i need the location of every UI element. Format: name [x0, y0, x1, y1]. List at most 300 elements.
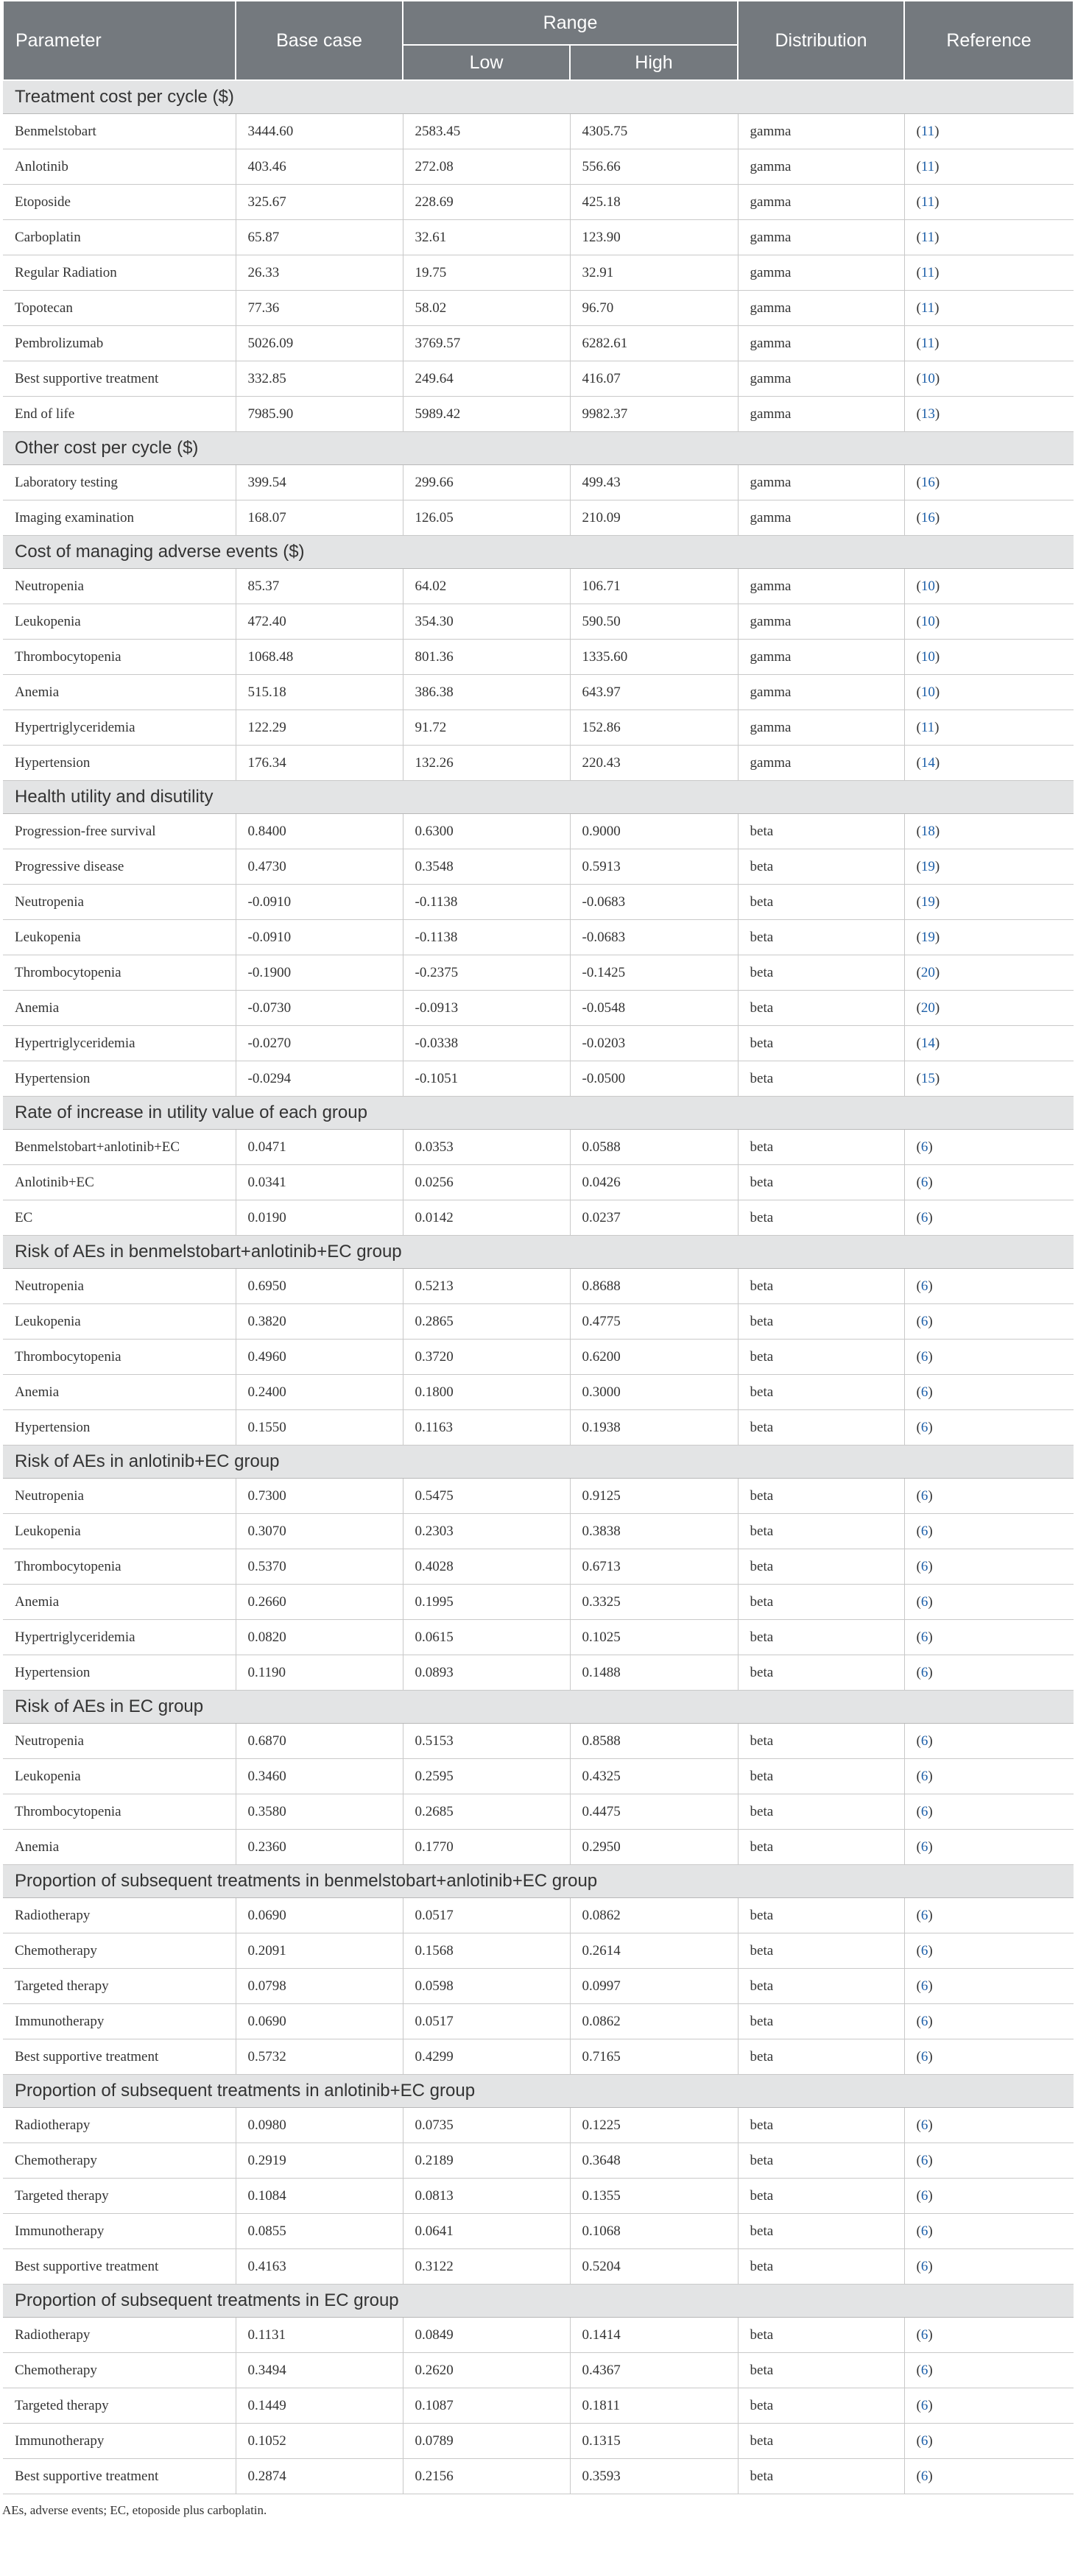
reference-cell: (6)	[904, 1479, 1074, 1514]
low-cell: 0.5475	[403, 1479, 570, 1514]
high-cell: 0.7165	[570, 2039, 738, 2075]
reference-cell: (11)	[904, 114, 1074, 149]
parameter-cell: Topotecan	[3, 291, 236, 326]
parameter-cell: End of life	[3, 397, 236, 432]
table-row	[3, 2039, 1074, 2075]
reference-link[interactable]: 10	[920, 613, 935, 629]
low-cell: 0.0353	[403, 1130, 570, 1165]
high-cell: 0.1068	[570, 2214, 738, 2249]
table-row	[3, 255, 1074, 291]
table-row	[3, 1620, 1074, 1655]
base-case-cell: -0.0910	[236, 885, 403, 920]
section-title: Proportion of subsequent treatments in benmelstobart+anlotinib+EC group	[3, 1865, 1074, 1898]
reference-cell: (6)	[904, 1794, 1074, 1830]
reference-cell: (6)	[904, 2004, 1074, 2039]
distribution-cell: gamma	[738, 604, 904, 640]
table-row	[3, 1479, 1074, 1514]
reference-link[interactable]: 6	[920, 1907, 928, 1923]
parameter-cell: Radiotherapy	[3, 1898, 236, 1933]
parameter-cell: Neutropenia	[3, 569, 236, 604]
base-case-cell: -0.0294	[236, 1061, 403, 1097]
distribution-cell: beta	[738, 1830, 904, 1865]
distribution-cell: beta	[738, 2353, 904, 2388]
parameter-cell: Chemotherapy	[3, 1933, 236, 1969]
high-cell: 0.3593	[570, 2459, 738, 2494]
reference-link[interactable]: 6	[920, 1664, 928, 1680]
reference-cell: (6)	[904, 1269, 1074, 1304]
reference-link[interactable]: 11	[920, 229, 935, 245]
reference-cell: (6)	[904, 1304, 1074, 1340]
distribution-cell: gamma	[738, 185, 904, 220]
high-cell: 32.91	[570, 255, 738, 291]
section-header-row	[3, 1236, 1074, 1269]
high-cell: 0.5204	[570, 2249, 738, 2285]
reference-link[interactable]: 6	[920, 2326, 928, 2343]
table-row	[3, 1549, 1074, 1585]
reference-link[interactable]: 6	[920, 2152, 928, 2168]
distribution-cell: gamma	[738, 149, 904, 185]
low-cell: 0.5213	[403, 1269, 570, 1304]
distribution-cell: beta	[738, 1759, 904, 1794]
section-title: Proportion of subsequent treatments in anlotinib+EC group	[3, 2075, 1074, 2108]
distribution-cell: beta	[738, 1375, 904, 1410]
parameter-cell: Best supportive treatment	[3, 2249, 236, 2285]
high-cell: -0.0683	[570, 885, 738, 920]
distribution-cell: beta	[738, 2179, 904, 2214]
high-cell: 0.8688	[570, 1269, 738, 1304]
parameter-cell: Neutropenia	[3, 1269, 236, 1304]
parameter-cell: EC	[3, 1200, 236, 1236]
base-case-cell: 0.0471	[236, 1130, 403, 1165]
reference-link[interactable]: 14	[920, 754, 935, 771]
low-cell: 0.3720	[403, 1340, 570, 1375]
parameter-cell: Etoposide	[3, 185, 236, 220]
high-cell: 0.2950	[570, 1830, 738, 1865]
reference-cell: (11)	[904, 185, 1074, 220]
high-cell: 0.1225	[570, 2108, 738, 2143]
parameter-cell: Thrombocytopenia	[3, 640, 236, 675]
reference-cell: (11)	[904, 326, 1074, 361]
parameter-cell: Regular Radiation	[3, 255, 236, 291]
high-cell: -0.0500	[570, 1061, 738, 1097]
table-row	[3, 1200, 1074, 1236]
low-cell: 3769.57	[403, 326, 570, 361]
reference-cell: (6)	[904, 2318, 1074, 2353]
reference-cell: (6)	[904, 1410, 1074, 1446]
parameter-cell: Progression-free survival	[3, 814, 236, 849]
low-cell: 0.0598	[403, 1969, 570, 2004]
reference-cell: (6)	[904, 2353, 1074, 2388]
table-row	[3, 920, 1074, 955]
distribution-cell: beta	[738, 1200, 904, 1236]
high-cell: 0.9125	[570, 1479, 738, 1514]
low-cell: 0.0849	[403, 2318, 570, 2353]
parameter-cell: Hypertension	[3, 1655, 236, 1691]
reference-cell: (10)	[904, 361, 1074, 397]
reference-cell: (20)	[904, 955, 1074, 991]
reference-link[interactable]: 14	[920, 1035, 935, 1051]
reference-cell: (6)	[904, 1830, 1074, 1865]
low-cell: 801.36	[403, 640, 570, 675]
reference-link[interactable]: 11	[920, 123, 935, 139]
parameter-cell: Chemotherapy	[3, 2353, 236, 2388]
reference-cell: (6)	[904, 1655, 1074, 1691]
reference-link[interactable]: 16	[920, 509, 935, 526]
reference-link[interactable]: 11	[920, 194, 935, 210]
reference-cell: (6)	[904, 2108, 1074, 2143]
low-cell: 386.38	[403, 675, 570, 710]
high-cell: -0.0683	[570, 920, 738, 955]
reference-link[interactable]: 18	[920, 823, 935, 839]
high-cell: 0.4475	[570, 1794, 738, 1830]
parameter-cell: Hypertension	[3, 746, 236, 781]
reference-cell: (6)	[904, 1724, 1074, 1759]
low-cell: 0.0142	[403, 1200, 570, 1236]
low-cell: -0.2375	[403, 955, 570, 991]
reference-link[interactable]: 20	[920, 964, 935, 980]
distribution-cell: beta	[738, 2459, 904, 2494]
reference-link[interactable]: 15	[920, 1070, 935, 1086]
reference-link[interactable]: 6	[920, 1768, 928, 1784]
reference-cell: (19)	[904, 885, 1074, 920]
reference-cell: (10)	[904, 569, 1074, 604]
high-cell: 4305.75	[570, 114, 738, 149]
reference-link[interactable]: 6	[920, 1593, 928, 1610]
high-cell: 0.3648	[570, 2143, 738, 2179]
low-cell: 0.0517	[403, 1898, 570, 1933]
reference-cell: (6)	[904, 1514, 1074, 1549]
high-cell: 152.86	[570, 710, 738, 746]
high-cell: 0.4367	[570, 2353, 738, 2388]
reference-link[interactable]: 6	[920, 1803, 928, 1819]
base-case-cell: 5026.09	[236, 326, 403, 361]
low-cell: 0.0789	[403, 2424, 570, 2459]
base-case-cell: 0.1084	[236, 2179, 403, 2214]
parameter-cell: Radiotherapy	[3, 2318, 236, 2353]
reference-cell: (11)	[904, 291, 1074, 326]
low-cell: 0.1087	[403, 2388, 570, 2424]
table-body	[3, 80, 1074, 2494]
reference-link[interactable]: 6	[920, 1733, 928, 1749]
parameter-cell: Chemotherapy	[3, 2143, 236, 2179]
table-row	[3, 1130, 1074, 1165]
table-row	[3, 397, 1074, 432]
reference-link[interactable]: 19	[920, 858, 935, 874]
high-cell: 0.9000	[570, 814, 738, 849]
reference-link[interactable]: 6	[920, 1629, 928, 1645]
reference-link[interactable]: 6	[920, 1523, 928, 1539]
high-cell: 499.43	[570, 465, 738, 500]
low-cell: 272.08	[403, 149, 570, 185]
high-cell: 425.18	[570, 185, 738, 220]
section-header-row	[3, 2075, 1074, 2108]
reference-link[interactable]: 6	[920, 1839, 928, 1855]
header-low: Low	[403, 45, 570, 80]
reference-link[interactable]: 11	[920, 335, 935, 351]
low-cell: 132.26	[403, 746, 570, 781]
table-row	[3, 849, 1074, 885]
high-cell: 210.09	[570, 500, 738, 536]
reference-link[interactable]: 6	[920, 1419, 928, 1435]
reference-cell: (6)	[904, 1200, 1074, 1236]
low-cell: 19.75	[403, 255, 570, 291]
distribution-cell: beta	[738, 991, 904, 1026]
reference-link[interactable]: 6	[920, 2187, 928, 2204]
reference-link[interactable]: 20	[920, 999, 935, 1016]
reference-link[interactable]: 6	[920, 1487, 928, 1504]
header-high: High	[570, 45, 738, 80]
distribution-cell: beta	[738, 2039, 904, 2075]
base-case-cell: 0.3580	[236, 1794, 403, 1830]
reference-link[interactable]: 6	[920, 2397, 928, 2413]
high-cell: 0.4775	[570, 1304, 738, 1340]
high-cell: 0.0862	[570, 1898, 738, 1933]
low-cell: -0.1138	[403, 885, 570, 920]
section-title: Cost of managing adverse events ($)	[3, 536, 1074, 569]
reference-link[interactable]: 6	[920, 1978, 928, 1994]
distribution-cell: gamma	[738, 710, 904, 746]
base-case-cell: 0.2360	[236, 1830, 403, 1865]
parameter-cell: Anemia	[3, 675, 236, 710]
parameter-cell: Leukopenia	[3, 604, 236, 640]
distribution-cell: beta	[738, 1269, 904, 1304]
parameter-cell: Pembrolizumab	[3, 326, 236, 361]
parameter-cell: Targeted therapy	[3, 2179, 236, 2214]
section-title: Rate of increase in utility value of each group	[3, 1097, 1074, 1130]
distribution-cell: beta	[738, 1304, 904, 1340]
low-cell: 0.0256	[403, 1165, 570, 1200]
high-cell: -0.0203	[570, 1026, 738, 1061]
distribution-cell: beta	[738, 2004, 904, 2039]
reference-link[interactable]: 10	[920, 684, 935, 700]
parameter-cell: Hypertriglyceridemia	[3, 1620, 236, 1655]
section-header-row	[3, 432, 1074, 465]
table-row	[3, 1759, 1074, 1794]
low-cell: -0.0913	[403, 991, 570, 1026]
distribution-cell: beta	[738, 849, 904, 885]
high-cell: 0.1315	[570, 2424, 738, 2459]
base-case-cell: 403.46	[236, 149, 403, 185]
reference-link[interactable]: 10	[920, 370, 935, 386]
low-cell: 0.5153	[403, 1724, 570, 1759]
table-row	[3, 1269, 1074, 1304]
base-case-cell: 0.0820	[236, 1620, 403, 1655]
distribution-cell: gamma	[738, 361, 904, 397]
base-case-cell: 1068.48	[236, 640, 403, 675]
distribution-cell: beta	[738, 1620, 904, 1655]
table-row	[3, 185, 1074, 220]
reference-link[interactable]: 6	[920, 1278, 928, 1294]
low-cell: 299.66	[403, 465, 570, 500]
reference-cell: (6)	[904, 1969, 1074, 2004]
section-title: Proportion of subsequent treatments in EC group	[3, 2285, 1074, 2318]
reference-link[interactable]: 6	[920, 2468, 928, 2484]
parameter-cell: Radiotherapy	[3, 2108, 236, 2143]
reference-link[interactable]: 11	[920, 719, 935, 735]
parameter-cell: Hypertriglyceridemia	[3, 710, 236, 746]
table-row	[3, 885, 1074, 920]
base-case-cell: 332.85	[236, 361, 403, 397]
reference-link[interactable]: 6	[920, 1209, 928, 1225]
high-cell: 0.3325	[570, 1585, 738, 1620]
high-cell: 0.1355	[570, 2179, 738, 2214]
reference-link[interactable]: 6	[920, 2013, 928, 2029]
reference-link[interactable]: 11	[920, 158, 935, 174]
reference-cell: (16)	[904, 500, 1074, 536]
table-row	[3, 2179, 1074, 2214]
table-row	[3, 1655, 1074, 1691]
base-case-cell: 0.5732	[236, 2039, 403, 2075]
distribution-cell: gamma	[738, 746, 904, 781]
reference-link[interactable]: 6	[920, 1384, 928, 1400]
table-row	[3, 675, 1074, 710]
reference-cell: (11)	[904, 255, 1074, 291]
high-cell: 6282.61	[570, 326, 738, 361]
high-cell: 556.66	[570, 149, 738, 185]
base-case-cell: 0.0690	[236, 1898, 403, 1933]
base-case-cell: -0.0270	[236, 1026, 403, 1061]
high-cell: -0.1425	[570, 955, 738, 991]
table-header	[3, 1, 1074, 80]
reference-link[interactable]: 6	[920, 1313, 928, 1329]
low-cell: 0.1568	[403, 1933, 570, 1969]
reference-link[interactable]: 6	[920, 2258, 928, 2274]
base-case-cell: 7985.90	[236, 397, 403, 432]
distribution-cell: gamma	[738, 569, 904, 604]
parameter-cell: Anemia	[3, 1585, 236, 1620]
distribution-cell: beta	[738, 1933, 904, 1969]
table-row	[3, 955, 1074, 991]
reference-cell: (6)	[904, 2424, 1074, 2459]
section-title: Risk of AEs in EC group	[3, 1691, 1074, 1724]
low-cell: 91.72	[403, 710, 570, 746]
reference-link[interactable]: 6	[920, 1942, 928, 1958]
distribution-cell: beta	[738, 1549, 904, 1585]
high-cell: 0.5913	[570, 849, 738, 885]
distribution-cell: beta	[738, 1514, 904, 1549]
parameter-cell: Carboplatin	[3, 220, 236, 255]
table-row	[3, 1724, 1074, 1759]
header-reference: Reference	[904, 1, 1074, 80]
distribution-cell: beta	[738, 2249, 904, 2285]
distribution-cell: gamma	[738, 500, 904, 536]
reference-link[interactable]: 6	[920, 1139, 928, 1155]
parameter-cell: Anlotinib	[3, 149, 236, 185]
reference-link[interactable]: 6	[920, 1558, 928, 1574]
base-case-cell: 0.5370	[236, 1549, 403, 1585]
low-cell: 0.2189	[403, 2143, 570, 2179]
parameter-cell: Anemia	[3, 1375, 236, 1410]
reference-cell: (6)	[904, 2179, 1074, 2214]
reference-cell: (15)	[904, 1061, 1074, 1097]
reference-link[interactable]: 19	[920, 929, 935, 945]
distribution-cell: beta	[738, 1026, 904, 1061]
table-row	[3, 149, 1074, 185]
parameter-cell: Anemia	[3, 991, 236, 1026]
parameter-cell: Progressive disease	[3, 849, 236, 885]
distribution-cell: beta	[738, 1969, 904, 2004]
table-row	[3, 569, 1074, 604]
base-case-cell: 0.4730	[236, 849, 403, 885]
distribution-cell: gamma	[738, 326, 904, 361]
distribution-cell: beta	[738, 1130, 904, 1165]
reference-link[interactable]: 6	[920, 2432, 928, 2449]
high-cell: 123.90	[570, 220, 738, 255]
reference-link[interactable]: 13	[920, 406, 935, 422]
table-row	[3, 1898, 1074, 1933]
table-row	[3, 465, 1074, 500]
section-header-row	[3, 1097, 1074, 1130]
reference-link[interactable]: 11	[920, 300, 935, 316]
reference-link[interactable]: 19	[920, 894, 935, 910]
base-case-cell: 0.3460	[236, 1759, 403, 1794]
table-row	[3, 604, 1074, 640]
table-row	[3, 2108, 1074, 2143]
distribution-cell: beta	[738, 2318, 904, 2353]
base-case-cell: 0.2874	[236, 2459, 403, 2494]
low-cell: 0.1163	[403, 1410, 570, 1446]
distribution-cell: beta	[738, 2424, 904, 2459]
high-cell: 96.70	[570, 291, 738, 326]
parameter-cell: Neutropenia	[3, 885, 236, 920]
table-row	[3, 500, 1074, 536]
distribution-cell: beta	[738, 1655, 904, 1691]
reference-link[interactable]: 6	[920, 2362, 928, 2378]
table-row	[3, 1514, 1074, 1549]
low-cell: 0.0615	[403, 1620, 570, 1655]
high-cell: 0.1811	[570, 2388, 738, 2424]
low-cell: 5989.42	[403, 397, 570, 432]
parameter-cell: Hypertriglyceridemia	[3, 1026, 236, 1061]
high-cell: 0.2614	[570, 1933, 738, 1969]
reference-link[interactable]: 11	[920, 264, 935, 280]
reference-cell: (14)	[904, 746, 1074, 781]
table-row	[3, 220, 1074, 255]
reference-cell: (10)	[904, 640, 1074, 675]
reference-cell: (6)	[904, 1375, 1074, 1410]
reference-link[interactable]: 10	[920, 578, 935, 594]
distribution-cell: beta	[738, 885, 904, 920]
high-cell: 9982.37	[570, 397, 738, 432]
low-cell: 58.02	[403, 291, 570, 326]
high-cell: 0.1025	[570, 1620, 738, 1655]
reference-link[interactable]: 6	[920, 1174, 928, 1190]
reference-link[interactable]: 10	[920, 648, 935, 665]
distribution-cell: beta	[738, 1340, 904, 1375]
distribution-cell: gamma	[738, 255, 904, 291]
high-cell: 0.8588	[570, 1724, 738, 1759]
reference-link[interactable]: 16	[920, 474, 935, 490]
table-row	[3, 1410, 1074, 1446]
distribution-cell: beta	[738, 1410, 904, 1446]
distribution-cell: beta	[738, 1794, 904, 1830]
reference-cell: (6)	[904, 1130, 1074, 1165]
high-cell: 0.3000	[570, 1375, 738, 1410]
high-cell: 0.1488	[570, 1655, 738, 1691]
low-cell: 0.2620	[403, 2353, 570, 2388]
base-case-cell: 515.18	[236, 675, 403, 710]
table-row	[3, 1794, 1074, 1830]
reference-cell: (11)	[904, 710, 1074, 746]
base-case-cell: 399.54	[236, 465, 403, 500]
reference-cell: (19)	[904, 849, 1074, 885]
reference-link[interactable]: 6	[920, 2117, 928, 2133]
reference-link[interactable]: 6	[920, 1348, 928, 1365]
reference-link[interactable]: 6	[920, 2048, 928, 2064]
base-case-cell: 176.34	[236, 746, 403, 781]
reference-link[interactable]: 6	[920, 2223, 928, 2239]
reference-cell: (18)	[904, 814, 1074, 849]
